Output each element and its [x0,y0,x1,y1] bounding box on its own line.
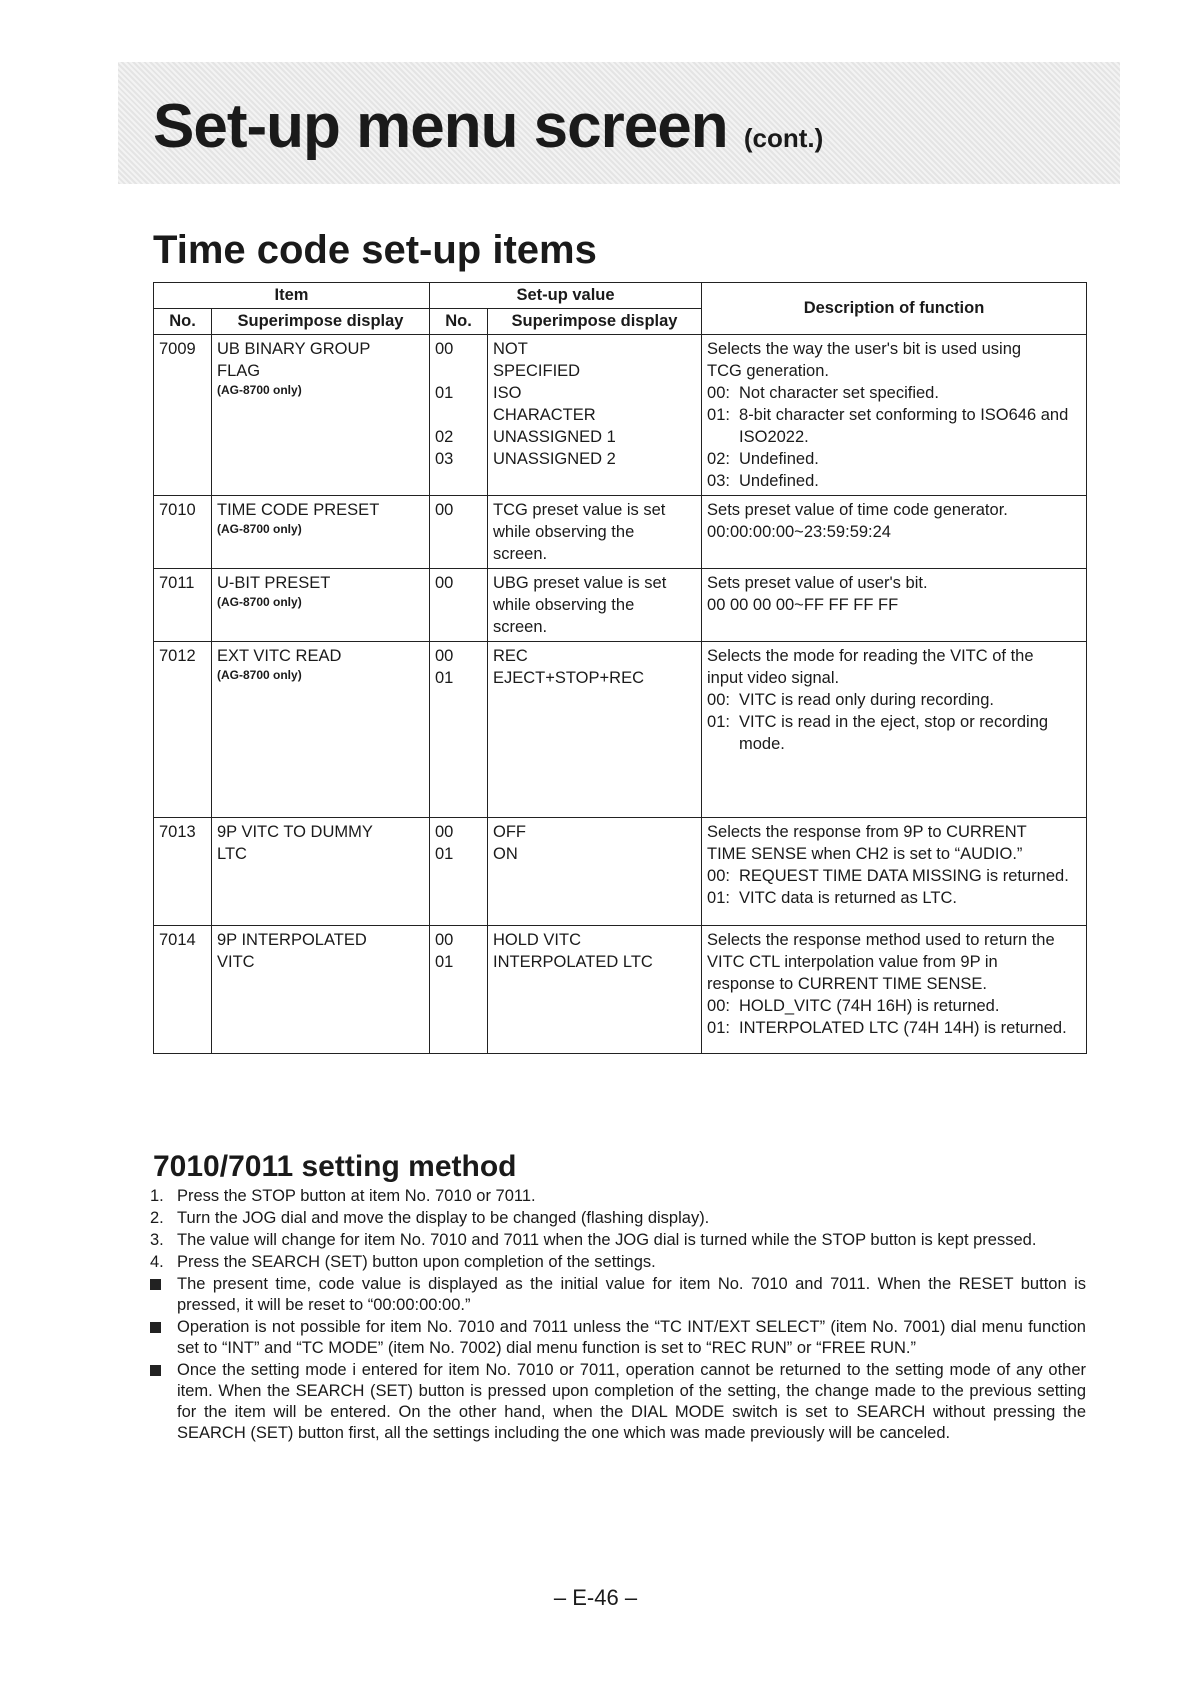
method-note [150,1360,1086,1444]
value-line: UNASSIGNED 2 [493,450,616,468]
value-line: ISO [493,384,522,402]
header-setup-value: Set-up value [430,283,702,309]
description-option [707,382,1081,404]
value-line: SPECIFIED [493,362,581,380]
value-no: 00 [435,340,454,358]
item-no: 7014 [154,926,212,1054]
value-superimpose-cell [488,569,702,642]
model-note: (AG-8700 only) [217,595,302,609]
section-title: Time code set-up items [153,228,597,272]
square-bullet-icon [150,1322,161,1333]
item-superimpose [212,818,430,926]
description-cell [702,642,1087,818]
option-key: 03: [707,472,730,490]
description-line: Sets preset value of user's bit. [707,574,928,592]
table-row [154,335,1087,496]
value-no-cell [430,818,488,926]
description-cell [702,569,1087,642]
header-item-no: No. [154,309,212,335]
option-key: 00: [707,691,730,709]
method-note [150,1274,1086,1316]
step-number: 4. [150,1253,164,1271]
option-key: 01: [707,1019,730,1037]
value-no: 00 [435,574,454,592]
item-superimpose [212,335,430,496]
value-line: while observing the [493,523,635,541]
method-step [150,1252,1086,1273]
method-title: 7010/7011 setting method [153,1150,517,1183]
item-line: UB BINARY GROUP [217,340,371,358]
value-line: EJECT+STOP+REC [493,669,644,687]
description-line: TCG generation. [707,362,829,380]
option-text: VITC data is returned as LTC. [739,889,957,907]
step-number: 3. [150,1231,164,1249]
description-option [707,404,1081,448]
value-line: ON [493,845,518,863]
description-option [707,995,1081,1017]
method-step [150,1186,1086,1207]
header-description: Description of function [702,283,1087,335]
item-no: 7011 [154,569,212,642]
option-text: HOLD_VITC (74H 16H) is returned. [739,997,1000,1015]
method-step [150,1208,1086,1229]
option-key: 00: [707,997,730,1015]
description-option [707,1017,1081,1039]
header-value-no: No. [430,309,488,335]
description-line: Selects the way the user's bit is used using [707,340,1022,358]
option-key: 00: [707,867,730,885]
item-line: 9P INTERPOLATED [217,931,367,949]
description-cell [702,496,1087,569]
step-number: 2. [150,1209,164,1227]
value-no: 00 [435,501,454,519]
option-text: Not character set specified. [739,384,939,402]
value-no: 01 [435,953,454,971]
item-superimpose [212,569,430,642]
value-superimpose-cell [488,818,702,926]
option-key: 02: [707,450,730,468]
description-option [707,448,1081,470]
value-superimpose-cell [488,335,702,496]
item-no: 7009 [154,335,212,496]
table-row [154,642,1087,818]
value-no: 00 [435,823,454,841]
description-line: Selects the response method used to return the [707,931,1055,949]
value-line: CHARACTER [493,406,596,424]
description-line: Selects the response from 9P to CURRENT [707,823,1027,841]
item-line: LTC [217,845,247,863]
option-text: Undefined. [739,450,819,468]
option-text: Undefined. [739,472,819,490]
value-no-cell [430,496,488,569]
method-note [150,1317,1086,1359]
option-text: 8-bit character set conforming to ISO646 and ISO2022. [739,406,1069,446]
square-bullet-icon [150,1279,161,1290]
item-superimpose [212,642,430,818]
item-line: 9P VITC TO DUMMY [217,823,373,841]
header-item: Item [154,283,430,309]
page-number: – E-46 – [553,1585,638,1610]
square-bullet-icon [150,1365,161,1376]
item-line: TIME CODE PRESET [217,501,380,519]
value-no: 02 [435,428,454,446]
table-row [154,496,1087,569]
description-line: 00:00:00:00~23:59:59:24 [707,523,891,541]
option-key: 00: [707,384,730,402]
description-option [707,711,1081,755]
table-row [154,569,1087,642]
description-line: Selects the mode for reading the VITC of the [707,647,1034,665]
item-no: 7012 [154,642,212,818]
table-row [154,926,1087,1054]
note-text: The present time, code value is displayed as the initial value for item No. 7010 and 7011. When the RESET button is pressed, it will be reset to “00:00:00:00.” [177,1275,1086,1314]
option-text: VITC is read in the eject, stop or recording mode. [739,713,1049,753]
option-text: VITC is read only during recording. [739,691,994,709]
value-line: INTERPOLATED LTC [493,953,653,971]
value-no-cell [430,335,488,496]
step-number: 1. [150,1187,164,1205]
description-option [707,865,1081,887]
description-cell [702,926,1087,1054]
option-key: 01: [707,889,730,907]
description-line: response to CURRENT TIME SENSE. [707,975,987,993]
option-key: 01: [707,713,730,731]
time-code-setup-table [153,282,1087,1054]
value-line: while observing the [493,596,635,614]
item-line: FLAG [217,362,261,380]
value-no-cell [430,642,488,818]
value-line: UBG preset value is set [493,574,667,592]
value-no-cell [430,926,488,1054]
model-note: (AG-8700 only) [217,383,302,397]
value-superimpose-cell [488,642,702,818]
value-no: 03 [435,450,454,468]
page-title: Set-up menu screen (cont.) [153,92,824,161]
value-line: screen. [493,545,548,563]
description-line: input video signal. [707,669,840,687]
item-no: 7010 [154,496,212,569]
value-no: 00 [435,647,454,665]
header-item-superimpose: Superimpose display [212,309,430,335]
description-line: Sets preset value of time code generator. [707,501,1008,519]
value-no: 00 [435,931,454,949]
table-row [154,818,1087,926]
description-line: TIME SENSE when CH2 is set to “AUDIO.” [707,845,1023,863]
model-note: (AG-8700 only) [217,522,302,536]
description-line: VITC CTL interpolation value from 9P in [707,953,998,971]
value-no: 01 [435,669,454,687]
step-text: Turn the JOG dial and move the display to be changed (flashing display). [177,1209,710,1227]
value-line: UNASSIGNED 1 [493,428,616,446]
value-superimpose-cell [488,496,702,569]
item-superimpose [212,496,430,569]
item-superimpose [212,926,430,1054]
header-value-superimpose: Superimpose display [488,309,702,335]
note-text: Operation is not possible for item No. 7010 and 7011 unless the “TC INT/EXT SELECT” (item No. 7001) dial menu function set to “INT” and “TC MODE” (item No. 7002) dial menu function is set to “REC RUN” or “FREE RUN.” [177,1318,1086,1357]
step-text: The value will change for item No. 7010 and 7011 when the JOG dial is turned while the STOP button is kept pressed. [177,1231,1037,1249]
item-line: EXT VITC READ [217,647,342,665]
item-no: 7013 [154,818,212,926]
option-text: INTERPOLATED LTC (74H 14H) is returned. [739,1019,1067,1037]
value-line: screen. [493,618,548,636]
note-text: Once the setting mode i entered for item No. 7010 or 7011, operation cannot be returned to the setting mode of any other item. When the SEARCH (SET) button is pressed upon completion of the setting, the change made to the previous setting for the item will be entered. On the other hand, when the DIAL MODE switch is set to SEARCH without pressing the SEARCH (SET) button first, all the settings including the one which was made previously will be canceled. [177,1361,1086,1442]
description-cell [702,818,1087,926]
value-line: NOT [493,340,528,358]
step-text: Press the SEARCH (SET) button upon completion of the settings. [177,1253,656,1271]
model-note: (AG-8700 only) [217,668,302,682]
description-line: 00 00 00 00~FF FF FF FF [707,596,899,614]
page-title-suffix: (cont.) [743,123,824,153]
item-line: VITC [217,953,255,971]
step-text: Press the STOP button at item No. 7010 or 7011. [177,1187,536,1205]
value-no: 01 [435,384,454,402]
item-line: U-BIT PRESET [217,574,331,592]
method-list [150,1186,1086,1445]
value-line: HOLD VITC [493,931,582,949]
value-superimpose-cell [488,926,702,1054]
option-key: 01: [707,406,730,424]
value-no: 01 [435,845,454,863]
description-option [707,689,1081,711]
value-line: TCG preset value is set [493,501,666,519]
description-option [707,470,1081,492]
value-line: OFF [493,823,526,841]
value-no-cell [430,569,488,642]
method-step [150,1230,1086,1251]
value-line: REC [493,647,528,665]
option-text: REQUEST TIME DATA MISSING is returned. [739,867,1069,885]
description-cell [702,335,1087,496]
description-option [707,887,1081,909]
